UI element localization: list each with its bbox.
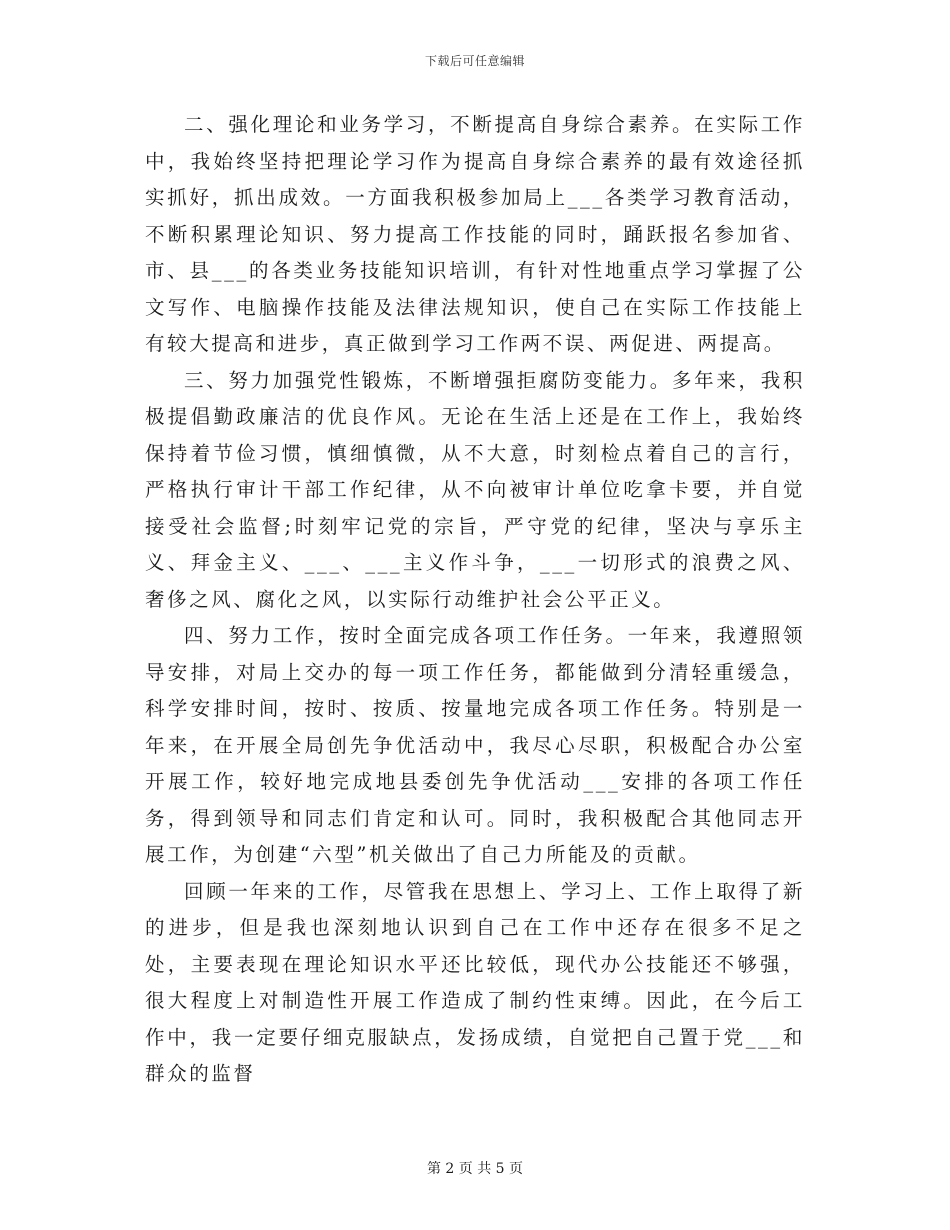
document-body [145,107,805,1093]
paragraph-theory-study: 二、强化理论和业务学习，不断提高自身综合素养。在实际工作中，我始终坚持把理论学习作为提高自身综合素养的最有效途径抓实抓好，抓出成效。一方面我积极参加局上___各类学习教育活动，不断积累理论知识、努力提高工作技能的同时，踊跃报名参加省、市、县___的各类业务技能知识培训，有针对性地重点学习掌握了公文写作、电脑操作技能及法律法规知识，使自己在实际工作技能上有较大提高和进步，真正做到学习工作两不误、两促进、两提高。 [145,113,805,355]
paragraph-party-discipline: 三、努力加强党性锻炼，不断增强拒腐防变能力。多年来，我积极提倡勤政廉洁的优良作风。无论在生活上还是在工作上，我始终保持着节俭习惯，慎细慎微，从不大意，时刻检点着自己的言行，严格执行审计干部工作纪律，从不向被审计单位吃拿卡要，并自觉接受社会监督;时刻牢记党的宗旨，严守党的纪律，坚决与享乐主义、拜金主义、___、___主义作斗争，___一切形式的浪费之风、奢侈之风、腐化之风，以实际行动维护社会公平正义。 [145,368,805,611]
page-footer: 第 2 页 共 5 页 [426,1161,524,1177]
page-header: 下载后可任意编辑 [424,54,525,68]
paragraph-review: 回顾一年来的工作，尽管我在思想上、学习上、工作上取得了新的进步，但是我也深刻地认识到自己在工作中还存在很多不足之处，主要表现在理论知识水平还比较低，现代办公技能还不够强，很大程度上对制造性开展工作造成了制约性束缚。因此，在今后工作中，我一定要仔细克服缺点，发扬成绩，自觉把自己置于党___和群众的监督 [145,879,805,1085]
paragraph-work-tasks: 四、努力工作，按时全面完成各项工作任务。一年来，我遵照领导安排，对局上交办的每一项工作任务，都能做到分清轻重缓急，科学安排时间，按时、按质、按量地完成各项工作任务。特别是一年来，在开展全局创先争优活动中，我尽心尽职，积极配合办公室开展工作，较好地完成地县委创先争优活动___安排的各项工作任务，得到领导和同志们肯定和认可。同时，我积极配合其他同志开展工作，为创建“六型”机关做出了自己力所能及的贡献。 [145,624,805,866]
